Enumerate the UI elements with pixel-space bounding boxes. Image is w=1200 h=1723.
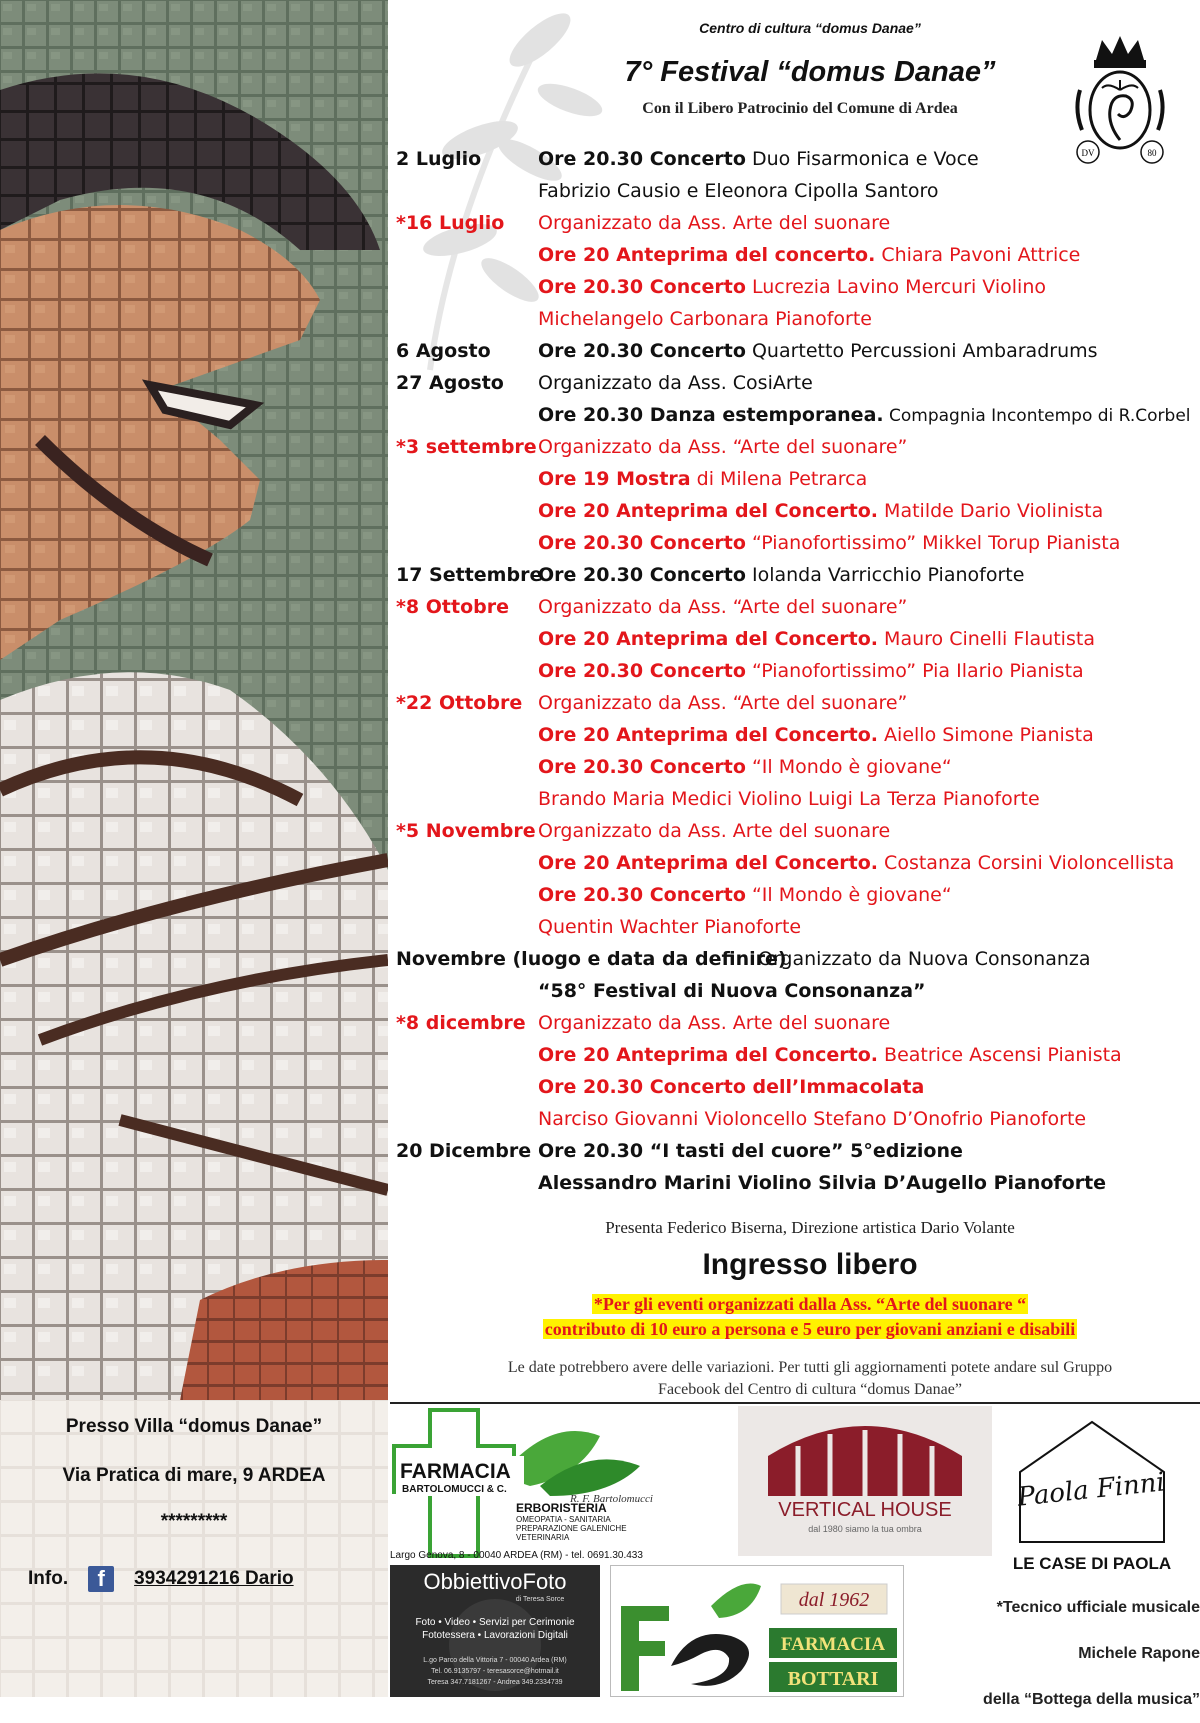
schedule-row	[396, 943, 1196, 975]
event-description: Organizzato da Ass. “Arte del suonare”	[538, 436, 908, 458]
event-details	[538, 623, 1095, 655]
event-description: Duo Fisarmonica e Voce	[745, 148, 979, 170]
schedule-row	[396, 399, 1196, 431]
event-time: Ore 20 Anteprima del Concerto.	[538, 1044, 879, 1066]
sponsor-obbiettivo-foto	[390, 1565, 600, 1697]
event-date: *22 Ottobre	[396, 692, 523, 714]
schedule-row	[396, 1135, 1196, 1167]
event-details	[538, 559, 1024, 591]
obbiettivo-tel2: Teresa 347.7181267 - Andrea 349.2334739	[427, 1679, 563, 1686]
vertical-house-tagline: dal 1980 siamo la tua ombra	[808, 1524, 922, 1534]
event-description: “Il Mondo è giovane“	[745, 756, 952, 778]
schedule-row	[396, 783, 1196, 815]
event-details	[538, 815, 890, 847]
event-description: Compagnia Incontempo di R.Corbel	[883, 406, 1191, 426]
event-description: Iolanda Varricchio Pianoforte	[745, 564, 1025, 586]
schedule-row	[396, 335, 1196, 367]
schedule-row	[396, 719, 1196, 751]
event-details	[538, 463, 867, 495]
schedule-row	[396, 815, 1196, 847]
event-details	[538, 847, 1174, 879]
fee-note-text1: *Per gli eventi organizzati dalla Ass. “Arte del suonare “	[593, 1294, 1027, 1314]
event-time: Ore 20 Anteprima del Concerto.	[538, 500, 879, 522]
event-details	[538, 783, 1040, 815]
event-details	[538, 175, 938, 207]
schedule-row	[396, 975, 1196, 1007]
obbiettivo-services1: Foto • Video • Servizi per Cerimonie	[415, 1617, 575, 1628]
mosaic-image	[0, 0, 388, 1400]
event-details	[538, 1039, 1122, 1071]
farmacia-signature: R. F. Bartolomucci	[570, 1493, 653, 1505]
updates-line1: Le date potrebbero avere delle variazioni. Per tutti gli aggiornamenti potete andare sul Gruppo	[507, 1359, 1113, 1376]
event-description: Chiara Pavoni Attrice	[875, 244, 1081, 266]
schedule-row	[396, 303, 1196, 335]
schedule-row	[396, 1103, 1196, 1135]
schedule-row	[396, 623, 1196, 655]
schedule-row	[396, 1007, 1196, 1039]
schedule-row	[396, 239, 1196, 271]
event-description: Organizzato da Ass. CosiArte	[538, 372, 813, 394]
event-details	[538, 527, 1120, 559]
patronage-line: Con il Libero Patrocinio del Comune di Ardea	[642, 100, 958, 117]
contact-row	[28, 1566, 294, 1592]
sponsor-le-case-di-paola	[1006, 1412, 1178, 1576]
schedule-row	[396, 847, 1196, 879]
event-date: 6 Agosto	[396, 340, 491, 362]
event-schedule	[396, 143, 1196, 1199]
event-details	[538, 687, 907, 719]
event-details	[538, 399, 1191, 432]
event-time: Ore 20.30 Concerto	[538, 564, 746, 586]
farmacia-line3: PREPARAZIONE GALENICHE	[516, 1524, 627, 1533]
event-description: Aiello Simone Pianista	[878, 724, 1094, 746]
schedule-row	[396, 175, 1196, 207]
event-description: Beatrice Ascensi Pianista	[878, 1044, 1122, 1066]
schedule-row	[396, 431, 1196, 463]
event-date: Novembre (luogo e data da definire)	[396, 948, 787, 970]
event-details	[538, 975, 926, 1007]
event-description: Quartetto Percussioni Ambaradrums	[745, 340, 1098, 362]
event-description: Organizzato da Ass. Arte del suonare	[538, 212, 891, 234]
vertical-house-name: VERTICAL HOUSE	[778, 1499, 952, 1521]
bottari-since: dal 1962	[798, 1589, 870, 1611]
farmacia-address: Largo Genova, 8 - 00040 ARDEA (RM) - tel. 0691.30.433	[390, 1550, 643, 1561]
event-details	[758, 943, 1091, 975]
schedule-row	[396, 655, 1196, 687]
event-time: Ore 20.30 Concerto	[538, 756, 746, 778]
event-description: Costanza Corsini Violoncellista	[878, 852, 1175, 874]
event-time: Ore 20.30 Concerto	[538, 884, 746, 906]
schedule-row	[396, 463, 1196, 495]
bottari-line2: BOTTARI	[787, 1668, 879, 1690]
event-details	[538, 143, 979, 175]
event-time: Ore 20.30 Concerto	[538, 340, 746, 362]
event-time: Ore 20.30 Concerto	[538, 148, 746, 170]
obbiettivo-by: di Teresa Sorce	[515, 1596, 565, 1603]
event-description: Quentin Wachter Pianoforte	[538, 916, 802, 938]
schedule-row	[396, 495, 1196, 527]
obbiettivo-address: L.go Parco della Vittoria 7 - 00040 Ardea (RM)	[423, 1657, 567, 1664]
event-description: Organizzato da Ass. “Arte del suonare”	[538, 596, 908, 618]
sponsor-farmacia-bottari	[610, 1565, 904, 1697]
facebook-icon[interactable]: f	[88, 1566, 114, 1592]
event-description: Organizzato da Ass. Arte del suonare	[538, 1012, 891, 1034]
bottari-line1: FARMACIA	[780, 1634, 886, 1655]
event-description: Lucrezia Lavino Mercuri Violino	[745, 276, 1046, 298]
event-details	[538, 431, 907, 463]
schedule-row	[396, 591, 1196, 623]
event-description: “Il Mondo è giovane“	[745, 884, 952, 906]
presenter-line: Presenta Federico Biserna, Direzione artistica Dario Volante	[605, 1218, 1015, 1237]
farmacia-sub: BARTOLOMUCCI & C.	[402, 1484, 507, 1495]
event-description: Michelangelo Carbonara Pianoforte	[538, 308, 872, 330]
event-date: 17 Settembre	[396, 564, 543, 586]
schedule-row	[396, 751, 1196, 783]
venue-name: Presso Villa “domus Danae”	[65, 1416, 323, 1437]
event-details	[538, 1103, 1086, 1135]
event-details	[538, 1007, 890, 1039]
fee-note-text2: contributo di 10 euro a persona e 5 euro per giovani anziani e disabili	[544, 1319, 1076, 1339]
event-details	[538, 1071, 924, 1103]
event-description: Mauro Cinelli Flautista	[878, 628, 1095, 650]
event-details	[538, 879, 952, 911]
event-date: 2 Luglio	[396, 148, 482, 170]
logo-text-left: DV	[1081, 148, 1095, 158]
schedule-row	[396, 527, 1196, 559]
schedule-row	[396, 207, 1196, 239]
event-time: Ore 20 Anteprima del Concerto.	[538, 852, 879, 874]
event-details	[538, 1135, 963, 1167]
fee-note-line1	[420, 1294, 1200, 1315]
farmacia-line1: ERBORISTERIA	[516, 1501, 607, 1515]
organization-name: Centro di cultura “domus Danae”	[699, 20, 921, 36]
event-time: Ore 20.30 Concerto	[538, 660, 746, 682]
event-date: 20 Dicembre	[396, 1140, 532, 1162]
event-details	[538, 335, 1098, 367]
event-details	[538, 303, 872, 335]
event-description: Organizzato da Nuova Consonanza	[758, 948, 1091, 970]
sponsor-vertical-house	[738, 1406, 992, 1556]
event-description: Fabrizio Causio e Eleonora Cipolla Santoro	[538, 180, 939, 202]
divider	[390, 1402, 1200, 1404]
event-details	[538, 751, 952, 783]
schedule-row	[396, 687, 1196, 719]
event-details	[538, 239, 1080, 271]
festival-title: 7° Festival “domus Danae”	[624, 56, 996, 88]
event-time: Ore 20.30 Concerto	[538, 276, 746, 298]
event-date: *8 Ottobre	[396, 596, 509, 618]
updates-note	[420, 1357, 1200, 1401]
schedule-row	[396, 879, 1196, 911]
schedule-row	[396, 1039, 1196, 1071]
logo-text-right: 80	[1147, 148, 1157, 158]
event-description: Narciso Giovanni Violoncello Stefano D’Onofrio Pianoforte	[538, 1108, 1087, 1130]
event-date: *8 dicembre	[396, 1012, 526, 1034]
event-time: “58° Festival di Nuova Consonanza”	[538, 980, 926, 1002]
event-description: Matilde Dario Violinista	[878, 500, 1104, 522]
event-time: Ore 20.30 Concerto dell’Immacolata	[538, 1076, 925, 1098]
event-time: Ore 20.30 “I tasti del cuore” 5°edizione	[538, 1140, 963, 1162]
event-description: “Pianofortissimo” Pia Ilario Pianista	[745, 660, 1084, 682]
event-time: Ore 20.30 Concerto	[538, 532, 746, 554]
obbiettivo-tel: Tel. 06.9135797 - teresasorce@hotmail.it	[431, 1668, 559, 1675]
event-description: Organizzato da Ass. “Arte del suonare”	[538, 692, 908, 714]
phone-link[interactable]: 3934291216 Dario	[134, 1568, 294, 1589]
sponsor-farmacia-bartolomucci	[390, 1406, 710, 1562]
event-details	[538, 1167, 1106, 1199]
paola-script: Paola Finni	[1016, 1467, 1167, 1513]
schedule-row	[396, 911, 1196, 943]
obbiettivo-services2: Fototessera • Lavorazioni Digitali	[422, 1630, 568, 1641]
event-details	[538, 911, 801, 943]
schedule-row	[396, 143, 1196, 175]
venue-address: Via Pratica di mare, 9 ARDEA	[62, 1465, 326, 1486]
event-time: Ore 20 Anteprima del Concerto.	[538, 628, 879, 650]
technician-line1: *Tecnico ufficiale musicale	[996, 1599, 1200, 1616]
separator: *********	[160, 1511, 228, 1532]
schedule-row	[396, 271, 1196, 303]
info-label: Info.	[28, 1568, 69, 1589]
entry-heading: Ingresso libero	[702, 1248, 918, 1281]
farmacia-line4: VETERINARIA	[516, 1533, 570, 1542]
farmacia-name: FARMACIA	[400, 1460, 511, 1483]
schedule-row	[396, 1167, 1196, 1199]
schedule-row	[396, 367, 1196, 399]
event-description: “Pianofortissimo” Mikkel Torup Pianista	[745, 532, 1121, 554]
obbiettivo-name: ObbiettivoFoto	[423, 1569, 567, 1594]
event-time: Ore 20.30 Danza estemporanea.	[538, 404, 884, 426]
event-description: di Milena Petrarca	[690, 468, 868, 490]
farmacia-line2: OMEOPATIA - SANITARIA	[516, 1515, 611, 1524]
event-date: *5 Novembre	[396, 820, 536, 842]
event-details	[538, 591, 907, 623]
technician-credit	[910, 1585, 1200, 1723]
event-date: *3 settembre	[396, 436, 537, 458]
event-details	[538, 719, 1094, 751]
event-time: Alessandro Marini Violino Silvia D’Augello Pianoforte	[538, 1172, 1107, 1194]
technician-line2: Michele Rapone	[1078, 1645, 1200, 1662]
event-details	[538, 655, 1084, 687]
schedule-row	[396, 559, 1196, 591]
schedule-row	[396, 1071, 1196, 1103]
event-description: Brando Maria Medici Violino Luigi La Terza Pianoforte	[538, 788, 1040, 810]
event-details	[538, 367, 813, 399]
event-time: Ore 20 Anteprima del Concerto.	[538, 724, 879, 746]
fee-note-line2	[420, 1319, 1200, 1340]
info-panel	[0, 1400, 388, 1697]
event-time: Ore 19 Mostra	[538, 468, 691, 490]
event-details	[538, 207, 890, 239]
event-date: 27 Agosto	[396, 372, 504, 394]
event-details	[538, 495, 1103, 527]
updates-line2: Facebook del Centro di cultura “domus Danae”	[658, 1381, 962, 1398]
technician-line3: della “Bottega della musica”	[983, 1691, 1200, 1708]
event-time: Ore 20 Anteprima del concerto.	[538, 244, 876, 266]
event-details	[538, 271, 1046, 303]
event-date: *16 Luglio	[396, 212, 505, 234]
paola-name: LE CASE DI PAOLA	[1012, 1554, 1172, 1573]
event-description: Organizzato da Ass. Arte del suonare	[538, 820, 891, 842]
